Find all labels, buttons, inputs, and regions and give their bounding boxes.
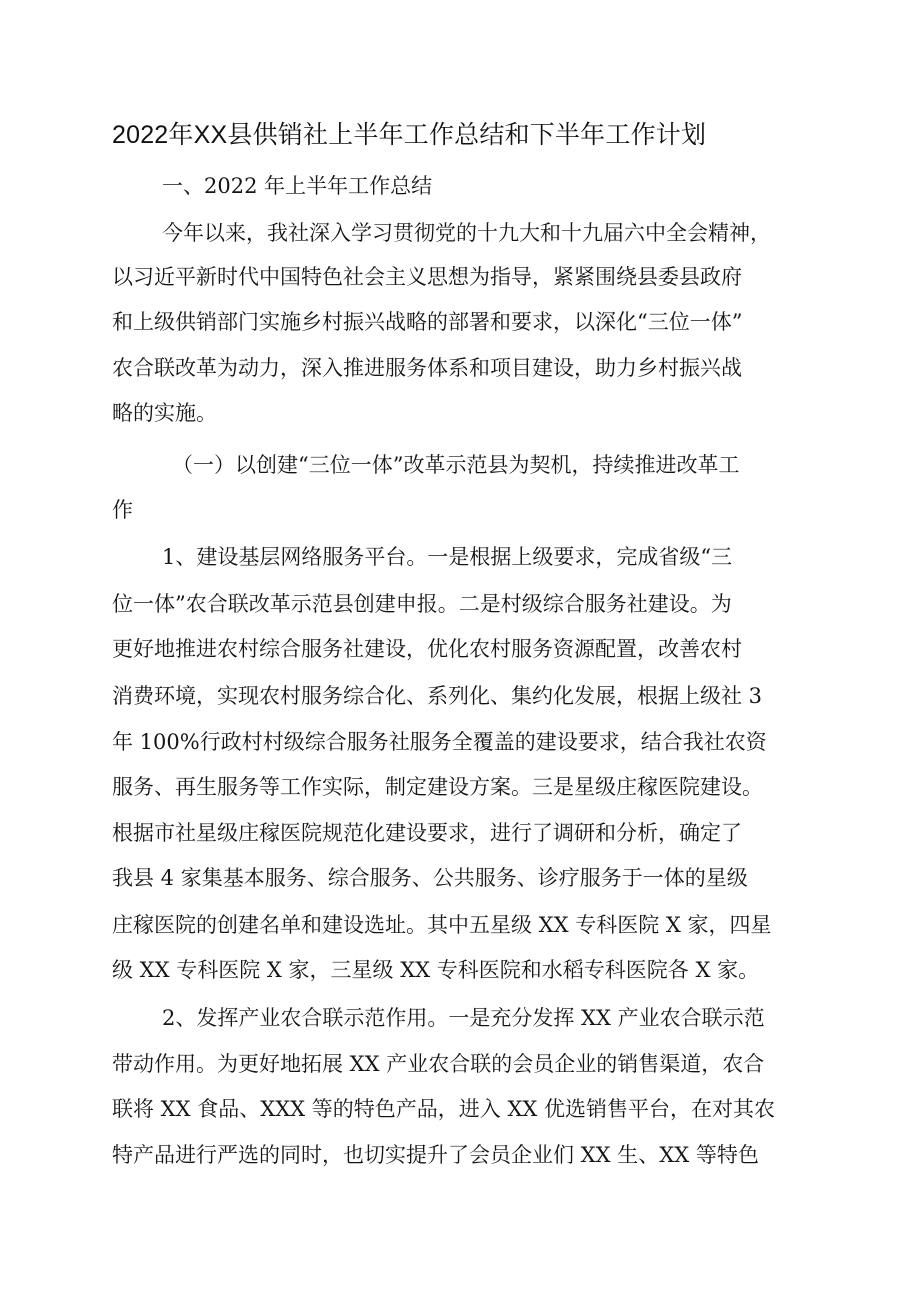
document-title: 2022年XX县供销社上半年工作总结和下半年工作计划 — [112, 121, 707, 149]
paragraph-2-line: 根据市社星级庄稼医院规范化建设要求，进行了调研和分析，确定了 — [112, 821, 742, 845]
paragraph-2-line: 更好地推进农村综合服务社建设，优化农村服务资源配置，改善农村 — [112, 637, 742, 661]
paragraph-2-line: 级 XX 专科医院 X 家，三星级 XX 专科医院和水稻专科医院各 X 家。 — [112, 958, 760, 982]
paragraph-2-line: 位一体”农合联改革示范县创建申报。二是村级综合服务社建设。为 — [112, 592, 732, 616]
paragraph-2-line: 我县 4 家集基本服务、综合服务、公共服务、诊疗服务于一体的星级 — [112, 866, 748, 890]
paragraph-1-line: 今年以来，我社深入学习贯彻党的十九大和十九届六中全会精神， — [162, 221, 771, 245]
paragraph-2-line: 消费环境，实现农村服务综合化、系列化、集约化发展，根据上级社 3 — [112, 684, 763, 708]
paragraph-3-line: 带动作用。为更好地拓展 XX 产业农合联的会员企业的销售渠道，农合 — [112, 1052, 765, 1076]
paragraph-2-line: 服务、再生服务等工作实际，制定建设方案。三是星级庄稼医院建设。 — [112, 775, 763, 799]
paragraph-1-line: 农合联改革为动力，深入推进服务体系和项目建设，助力乡村振兴战 — [112, 356, 742, 380]
paragraph-2-line: 1、建设基层网络服务平台。一是根据上级要求，完成省级“三 — [162, 545, 733, 569]
paragraph-3-line: 联将 XX 食品、XXX 等的特色产品，进入 XX 优选销售平台，在对其农 — [112, 1097, 776, 1121]
paragraph-1-line: 以习近平新时代中国特色社会主义思想为指导，紧紧围绕县委县政府 — [112, 265, 742, 289]
heading-summary: 一、2022 年上半年工作总结 — [162, 174, 433, 198]
paragraph-2-line: 庄稼医院的创建名单和建设选址。其中五星级 XX 专科医院 X 家，四星 — [112, 913, 772, 937]
paragraph-3-line: 特产品进行严选的同时，也切实提升了会员企业们 XX 生、XX 等特色 — [112, 1143, 759, 1167]
paragraph-1-line: 和上级供销部门实施乡村振兴战略的部署和要求，以深化“三位一体” — [112, 310, 743, 334]
paragraph-2-line: 年 100%行政村村级综合服务社服务全覆盖的建设要求，结合我社农资 — [112, 730, 767, 754]
subheading-line: 作 — [112, 498, 133, 522]
paragraph-1-line: 略的实施。 — [112, 401, 217, 425]
subheading-line: （一）以创建“三位一体”改革示范县为契机，持续推进改革工 — [172, 453, 740, 477]
paragraph-3-line: 2、发挥产业农合联示范作用。一是充分发挥 XX 产业农合联示范 — [162, 1006, 765, 1030]
